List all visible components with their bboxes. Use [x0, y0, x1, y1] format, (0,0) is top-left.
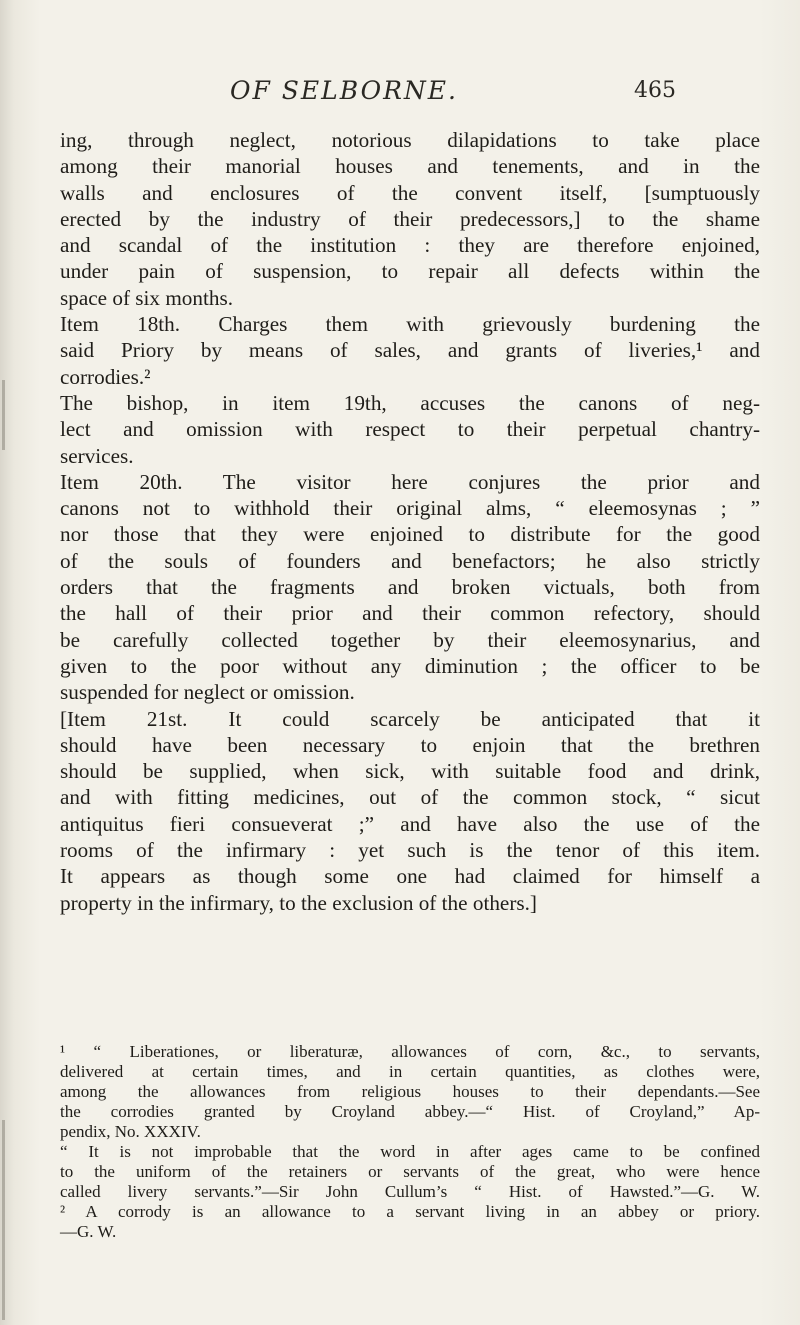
text-line: should be supplied, when sick, with suitable food and drink,: [60, 759, 760, 784]
text-line: Item 20th. The visitor here conjures the prior and: [60, 469, 760, 494]
footnote-line: “ It is not improbable that the word in after ages came to be confined: [60, 1142, 760, 1161]
page-header: [230, 76, 676, 116]
text-line: suspended for neglect or omission.: [60, 680, 355, 705]
text-line: should have been necessary to enjoin that the brethren: [60, 732, 760, 757]
footnote-line: pendix, No. XXXIV.: [60, 1122, 201, 1141]
running-title: OF SELBORNE.: [230, 76, 458, 105]
text-line: rooms of the infirmary : yet such is the tenor of this item.: [60, 838, 760, 863]
text-line: and scandal of the institution : they are therefore enjoined,: [60, 233, 760, 258]
text-line: The bishop, in item 19th, accuses the canons of neg-: [60, 390, 760, 415]
text-line: given to the poor without any diminution ; the officer to be: [60, 653, 760, 678]
text-line: lect and omission with respect to their perpetual chantry-: [60, 417, 760, 442]
footnote-line: —G. W.: [60, 1222, 117, 1241]
text-line: and with fitting medicines, out of the common stock, “ sicut: [60, 785, 760, 810]
page-edge-mark: [2, 380, 5, 450]
text-line: [Item 21st. It could scarcely be anticipated that it: [60, 706, 760, 731]
text-line: said Priory by means of sales, and grants of liveries,¹ and: [60, 338, 760, 363]
main-text: [60, 127, 760, 916]
text-line: ing, through neglect, notorious dilapidations to take place: [60, 128, 760, 152]
text-line: of the souls of founders and benefactors; he also strictly: [60, 548, 760, 573]
page-edge-mark: [2, 1120, 5, 1320]
text-line: services.: [60, 443, 134, 468]
text-line: among their manorial houses and tenements, and in the: [60, 154, 760, 179]
text-line: canons not to withhold their original alms, “ eleemosynas ; ”: [60, 496, 760, 521]
text-line: property in the infirmary, to the exclusion of the others.]: [60, 890, 537, 915]
text-line: space of six months.: [60, 285, 234, 310]
page-number: 465: [634, 78, 676, 103]
footnotes: [60, 1042, 760, 1242]
text-line: walls and enclosures of the convent itself, [sumptuously: [60, 180, 760, 205]
text-line: corrodies.²: [60, 364, 151, 389]
footnote-line: delivered at certain times, and in certain quantities, as clothes were,: [60, 1062, 760, 1081]
text-line: nor those that they were enjoined to distribute for the good: [60, 522, 760, 547]
footnote-line: ² A corrody is an allowance to a servant living in an abbey or priory.: [60, 1202, 760, 1221]
text-line: the hall of their prior and their common refectory, should: [60, 601, 760, 626]
text-line: antiquitus fieri consueverat ;” and have also the use of the: [60, 811, 760, 836]
text-line: It appears as though some one had claimed for himself a: [60, 864, 760, 889]
text-line: be carefully collected together by their eleemosynarius, and: [60, 627, 760, 652]
text-line: Item 18th. Charges them with grievously burdening the: [60, 312, 760, 337]
footnote-line: called livery servants.”—Sir John Cullum’s “ Hist. of Hawsted.”—G. W.: [60, 1182, 760, 1201]
footnote-line: ¹ “ Liberationes, or liberaturæ, allowances of corn, &c., to servants,: [60, 1042, 760, 1061]
text-line: erected by the industry of their predecessors,] to the shame: [60, 206, 760, 231]
text-line: under pain of suspension, to repair all defects within the: [60, 259, 760, 284]
footnote-line: among the allowances from religious houses to their dependants.—See: [60, 1082, 760, 1101]
footnote-line: to the uniform of the retainers or servants of the great, who were hence: [60, 1162, 760, 1181]
text-line: orders that the fragments and broken victuals, both from: [60, 575, 760, 600]
footnote-line: the corrodies granted by Croyland abbey.—“ Hist. of Croyland,” Ap-: [60, 1102, 760, 1121]
